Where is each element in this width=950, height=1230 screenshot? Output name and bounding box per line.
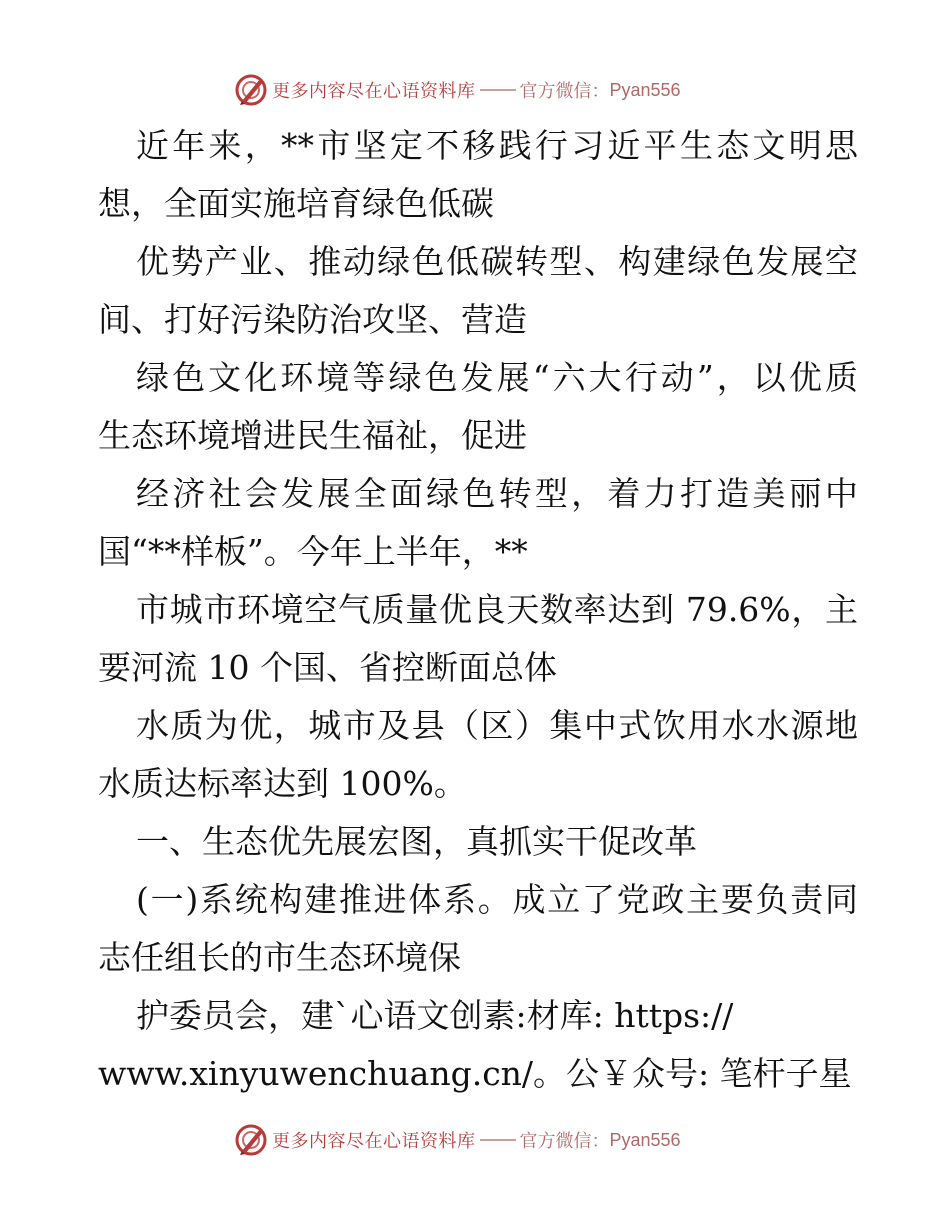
header-banner xyxy=(234,72,714,108)
pen-logo-icon xyxy=(234,1123,268,1157)
text-line: 生态环境增进民生福祉，促进 xyxy=(98,416,527,455)
text-line: 经济社会发展全面绿色转型，着力打造美丽中 xyxy=(136,474,858,513)
banner-wechat-id: Pyan556 xyxy=(609,1129,681,1150)
section-heading: 一、生态优先展宏图，真抓实干促改革 xyxy=(136,822,697,861)
banner-wechat-id: Pyan556 xyxy=(609,79,681,100)
text-line: 水质为优，城市及县（区）集中式饮用水水源地 xyxy=(136,706,858,745)
text-line: 间、打好污染防治攻坚、营造 xyxy=(98,300,527,339)
text-line: 想，全面实施培育绿色低碳 xyxy=(98,184,494,223)
pen-logo-icon xyxy=(234,73,268,107)
text-line: 护委员会，建`心语文创素:材库: https:// xyxy=(136,996,734,1035)
document-body xyxy=(98,117,858,1103)
text-line: 志任组长的市生态环境保 xyxy=(98,938,461,977)
banner-divider xyxy=(480,1139,516,1141)
text-line: (一)系统构建推进体系。成立了党政主要负责同 xyxy=(136,880,858,919)
banner-divider xyxy=(480,89,516,91)
text-line: 近年来，**市坚定不移践行习近平生态文明思 xyxy=(136,126,858,165)
text-line: 国“**样板”。今年上半年，** xyxy=(98,532,528,571)
footer-banner xyxy=(234,1122,714,1158)
text-line: www.xinyuwenchuang.cn/。公￥众号: 笔杆子星 xyxy=(98,1054,852,1093)
text-line: 市城市环境空气质量优良天数率达到 79.6%，主 xyxy=(136,590,858,629)
text-line: 绿色文化环境等绿色发展“六大行动”，以优质 xyxy=(136,358,858,397)
text-line: 优势产业、推动绿色低碳转型、构建绿色发展空 xyxy=(136,242,858,281)
banner-wechat-label: 官方微信： xyxy=(519,1131,610,1152)
text-line: 水质达标率达到 100%。 xyxy=(98,764,467,803)
banner-title: 更多内容尽在心语资料库 xyxy=(272,1131,476,1152)
banner-title: 更多内容尽在心语资料库 xyxy=(272,81,476,102)
text-line: 要河流 10 个国、省控断面总体 xyxy=(98,648,557,687)
banner-wechat-label: 官方微信： xyxy=(519,81,610,102)
